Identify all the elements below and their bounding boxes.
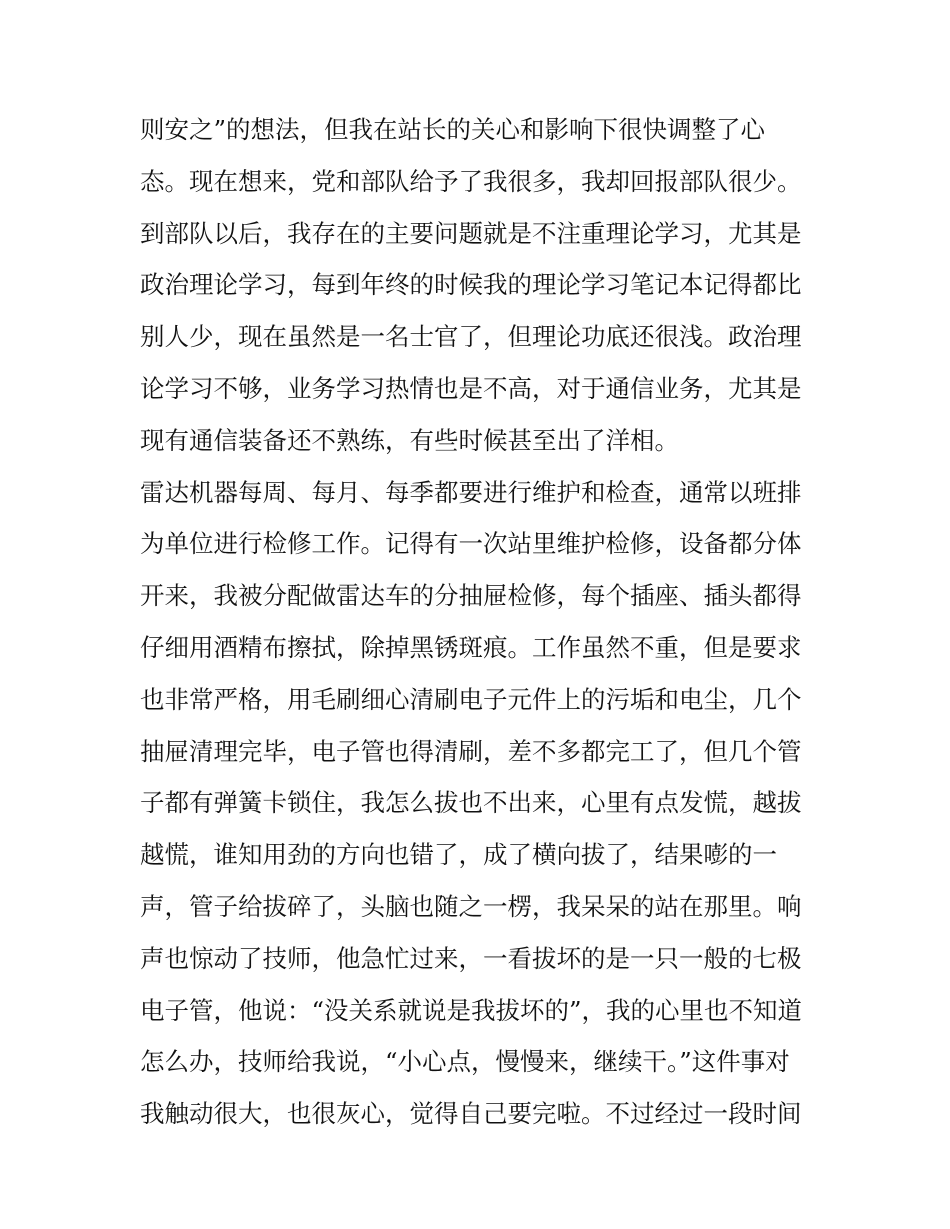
text-line: 越慌，谁知用劲的方向也错了，成了横向拔了，结果嘭的一: [140, 840, 777, 870]
text-line: 到部队以后，我存在的主要问题就是不注重理论学习，尤其是: [140, 218, 802, 248]
text-line: 态。现在想来，党和部队给予了我很多，我却回报部队很少。: [140, 166, 802, 196]
text-line: 开来，我被分配做雷达车的分抽屉检修，每个插座、插头都得: [140, 581, 802, 611]
text-line: 声，管子给拔碎了，头脑也随之一楞，我呆呆的站在那里。响: [140, 891, 802, 921]
text-line: 怎么办，技师给我说，“小心点，慢慢来，继续干。”这件事对: [140, 1047, 790, 1077]
text-line: 仔细用酒精布擦拭，除掉黑锈斑痕。工作虽然不重，但是要求: [140, 632, 802, 662]
text-line: 论学习不够，业务学习热情也是不高，对于通信业务，尤其是: [140, 373, 802, 403]
text-line: 抽屉清理完毕，电子管也得清刷，差不多都完工了，但几个管: [140, 736, 802, 766]
text-line: 政治理论学习，每到年终的时候我的理论学习笔记本记得都比: [140, 270, 802, 300]
text-line: 现有通信装备还不熟练，有些时候甚至出了洋相。: [140, 425, 679, 455]
text-line: 子都有弹簧卡锁住，我怎么拔也不出来，心里有点发慌，越拔: [140, 788, 802, 818]
text-line: 为单位进行检修工作。记得有一次站里维护检修，设备都分体: [140, 529, 802, 559]
text-line: 雷达机器每周、每月、每季都要进行维护和检查，通常以班排: [140, 477, 802, 507]
text-line: 声也惊动了技师，他急忙过来，一看拔坏的是一只一般的七极: [140, 943, 802, 973]
text-line: 则安之”的想法，但我在站长的关心和影响下很快调整了心: [140, 115, 766, 144]
text-line: 电子管，他说：“没关系就说是我拔坏的”，我的心里也不知道: [140, 995, 803, 1025]
text-line: 别人少，现在虽然是一名士官了，但理论功底还很浅。政治理: [140, 322, 802, 352]
text-line: 也非常严格，用毛刷细心清刷电子元件上的污垢和电尘，几个: [140, 684, 802, 714]
body-text: [140, 104, 820, 1140]
text-line: 我触动很大，也很灰心，觉得自己要完啦。不过经过一段时间: [140, 1099, 802, 1129]
